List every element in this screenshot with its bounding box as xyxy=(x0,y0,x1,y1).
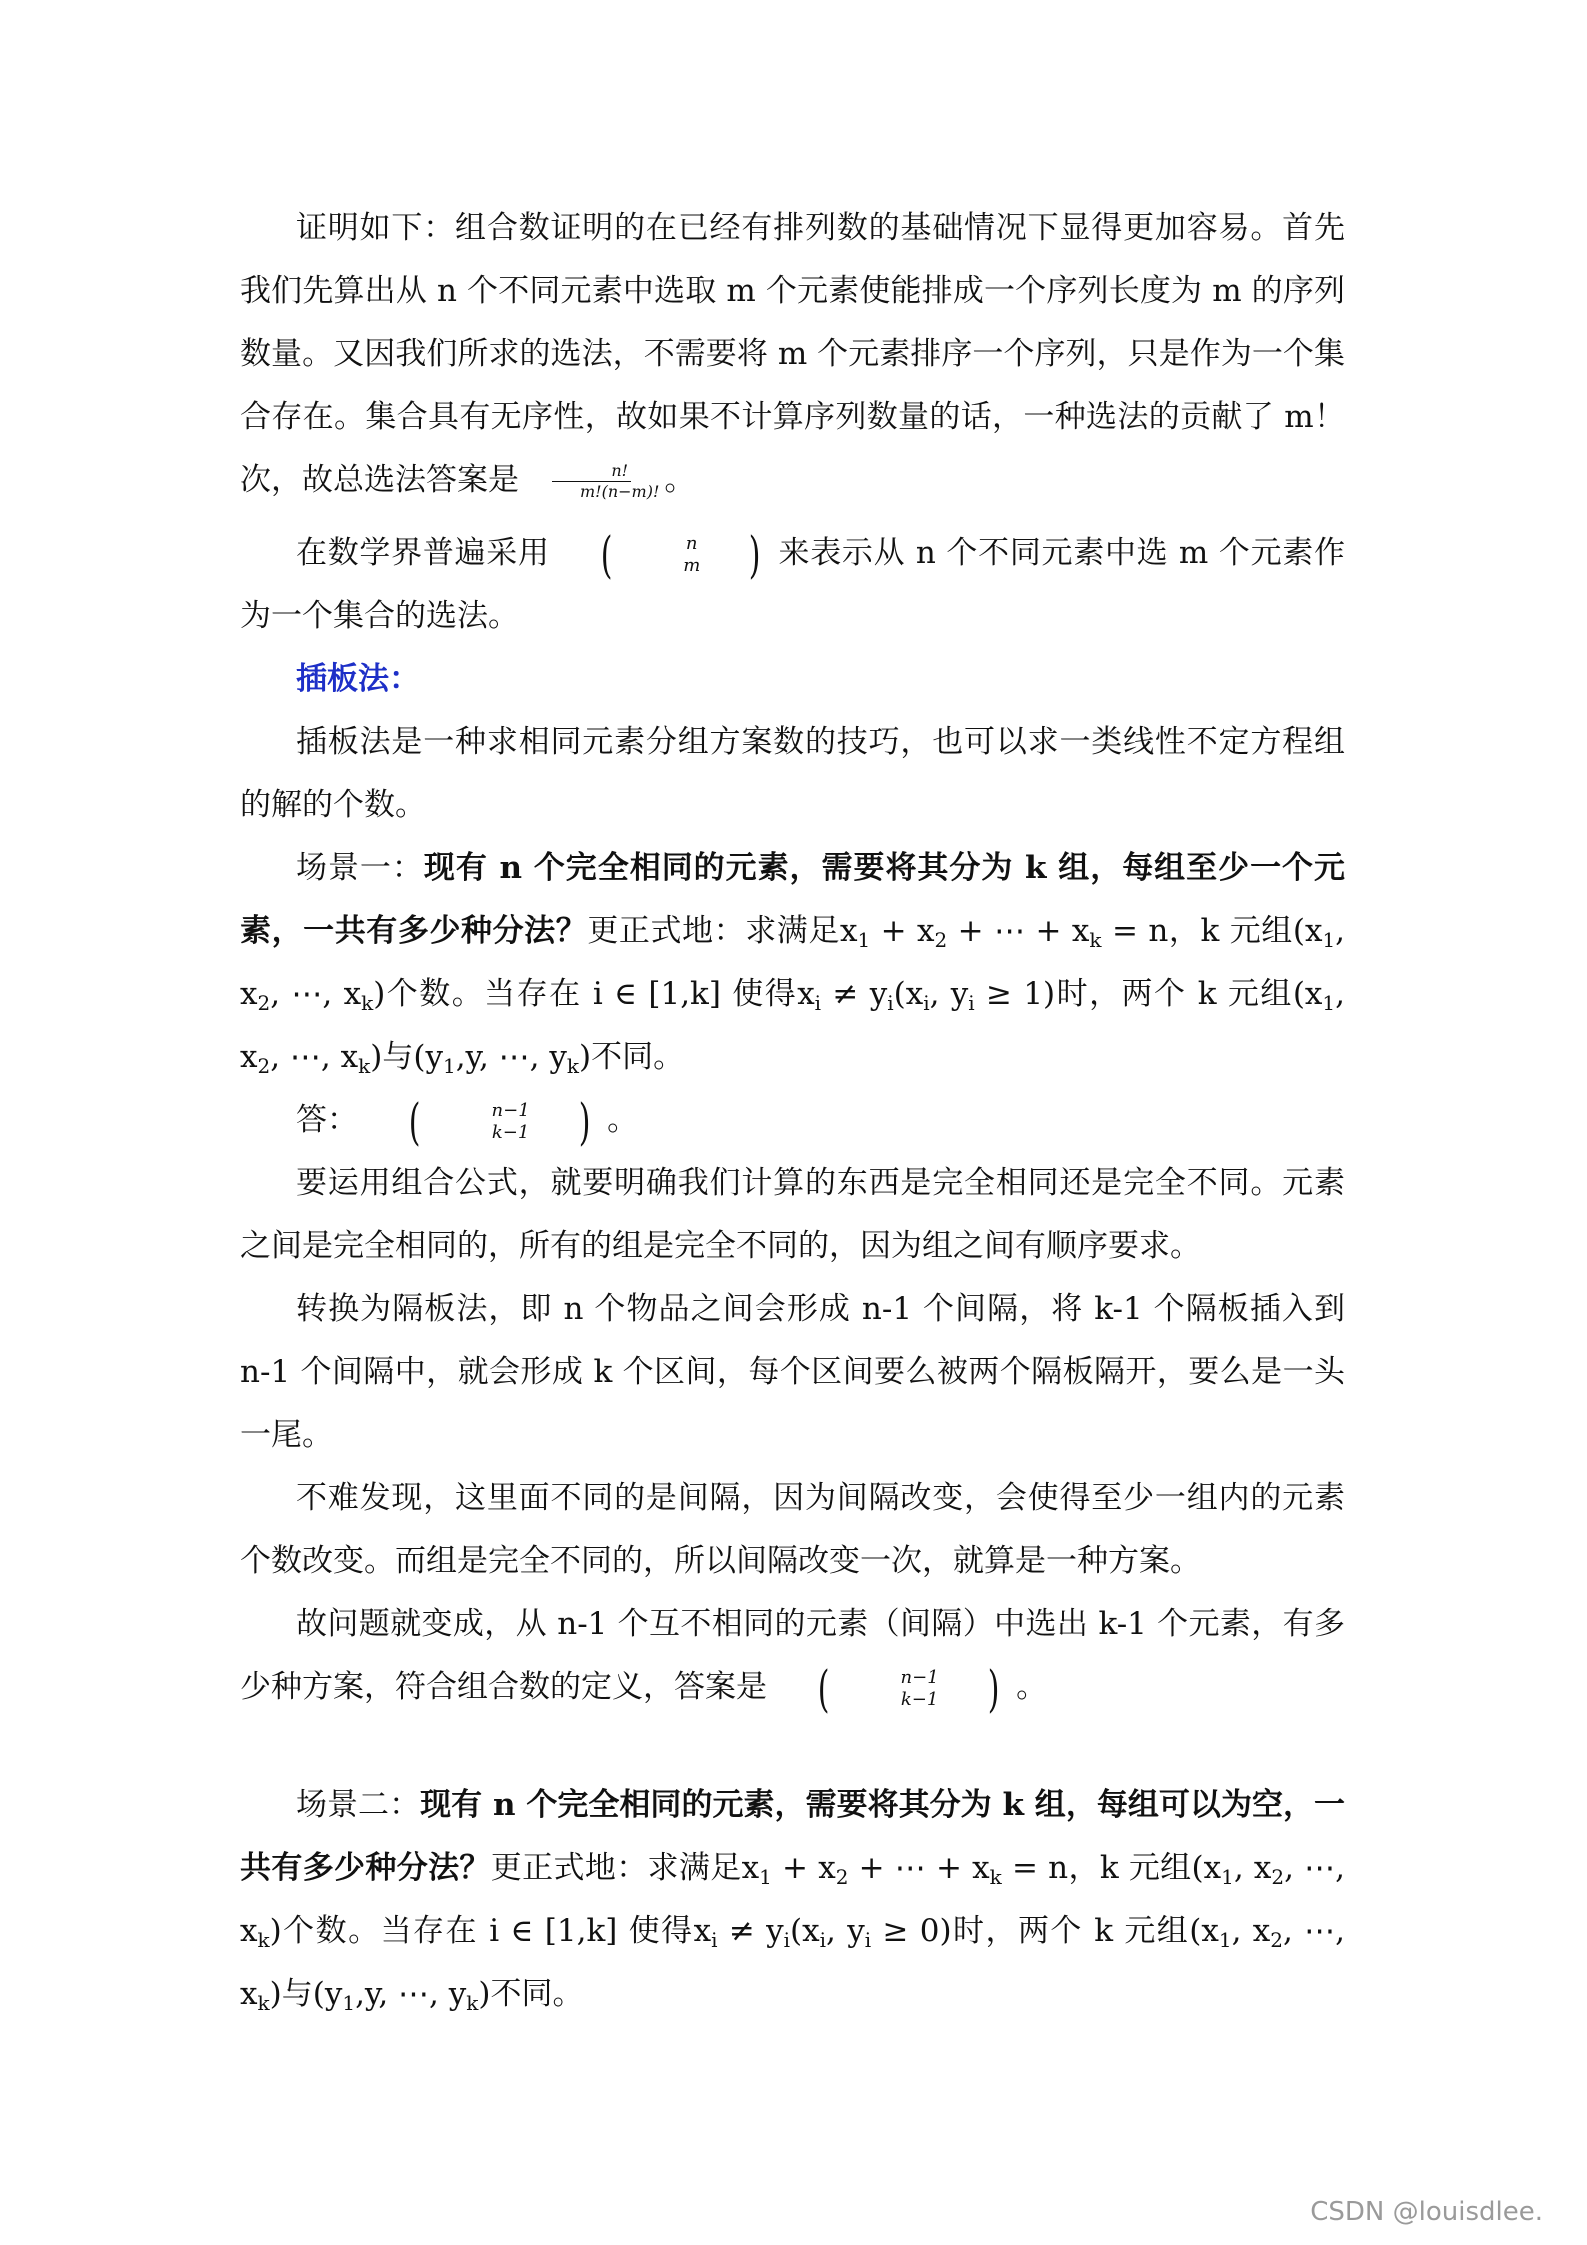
paragraph-binomial-notation: 在数学界普遍采用 ( n m ) 来表示从 n 个不同元素中选 m 个元素作为一个集合的选法。 xyxy=(240,525,1346,634)
document-body xyxy=(240,197,1345,2026)
paragraph-chabanfa-intro: 插板法是一种求相同元素分组方案数的技巧，也可以求一类线性不定方程组的解的个数。 xyxy=(240,724,1345,823)
binomial-n1-k1: ( n−1 k−1 ) xyxy=(408,1092,591,1151)
binomial-n1-k1-conclusion: ( n−1 k−1 ) xyxy=(817,1659,1000,1718)
paragraph-explanation-1: 要运用组合公式，就要明确我们计算的东西是完全相同还是完全不同。元素之间是完全相同的，所有的组是完全不同的，因为组之间有顺序要求。 xyxy=(240,1165,1345,1264)
section-heading-chabanfa: 插板法： xyxy=(296,661,420,697)
fraction-n-factorial: $\frac{n!}{m!(n-m)!}$ xyxy=(521,461,662,502)
answer-scenario-one: 答： ( n−1 k−1 ) 。 xyxy=(296,1092,639,1151)
paragraph-conclusion: 故问题就变成，从 n-1 个互不相同的元素（间隔）中选出 k-1 个元素，有多少种方案，符合组合数的定义，答案是 ( n−1 k−1 ) 。 xyxy=(240,1606,1345,1718)
paragraph-explanation-2: 转换为隔板法，即 n 个物品之间会形成 n-1 个间隔，将 k-1 个隔板插入到 n-1 个间隔中，就会形成 k 个区间，每个区间要么被两个隔板隔开，要么是一头一尾。 xyxy=(240,1291,1345,1453)
paragraph-scenario-two: 场景二：现有 n 个完全相同的元素，需要将其分为 k 组，每组可以为空，一共有多少种分法？更正式地：求满足$x_1 + x_2$ + ⋯ + $x_k = n$，k 元组($x_1$, $x_2$, ⋯, $x_k$)个数。当存在 i ∈ [1,k] 使得$x_i \ne y_i(x_i$, $y_i \ge 0$)时，两个 k 元组($x_1$, $x_2$, ⋯, $x_k$)与($y_1,y$, ⋯, $y_k$)不同。 xyxy=(240,1787,1346,2015)
csdn-watermark: CSDN @louisdlee. xyxy=(1310,2197,1543,2227)
binomial-n-m: ( n m ) xyxy=(600,525,761,584)
paragraph-scenario-one: 场景一：现有 n 个完全相同的元素，需要将其分为 k 组，每组至少一个元素，一共有多少种分法？更正式地：求满足$x_1 + x_2$ + ⋯ + $x_k = n$，k 元组($x_1$, $x_2$, ⋯, $x_k$)个数。当存在 i ∈ [1,k] 使得$x_i \ne y_i(x_i$, $y_i \ge 1$)时，两个 k 元组($x_1$, $x_2$, ⋯, $x_k$)与($y_1,y$, ⋯, $y_k$)不同。 xyxy=(240,850,1346,1078)
paragraph-proof: 证明如下：组合数证明的在已经有排列数的基础情况下显得更加容易。首先我们先算出从 n 个不同元素中选取 m 个元素使能排成一个序列长度为 m 的序列数量。又因我们所求的选法，不需要将 m 个元素排序一个序列，只是作为一个集合存在。集合具有无序性，故如果不计算序列数量的话，一种选法的贡献了 m！次，故总选法答案是 $\frac{n!}{m!(n-m)!}$ 。 xyxy=(240,210,1345,501)
paragraph-explanation-3: 不难发现，这里面不同的是间隔，因为间隔改变，会使得至少一组内的元素个数改变。而组是完全不同的，所以间隔改变一次，就算是一种方案。 xyxy=(240,1480,1345,1579)
